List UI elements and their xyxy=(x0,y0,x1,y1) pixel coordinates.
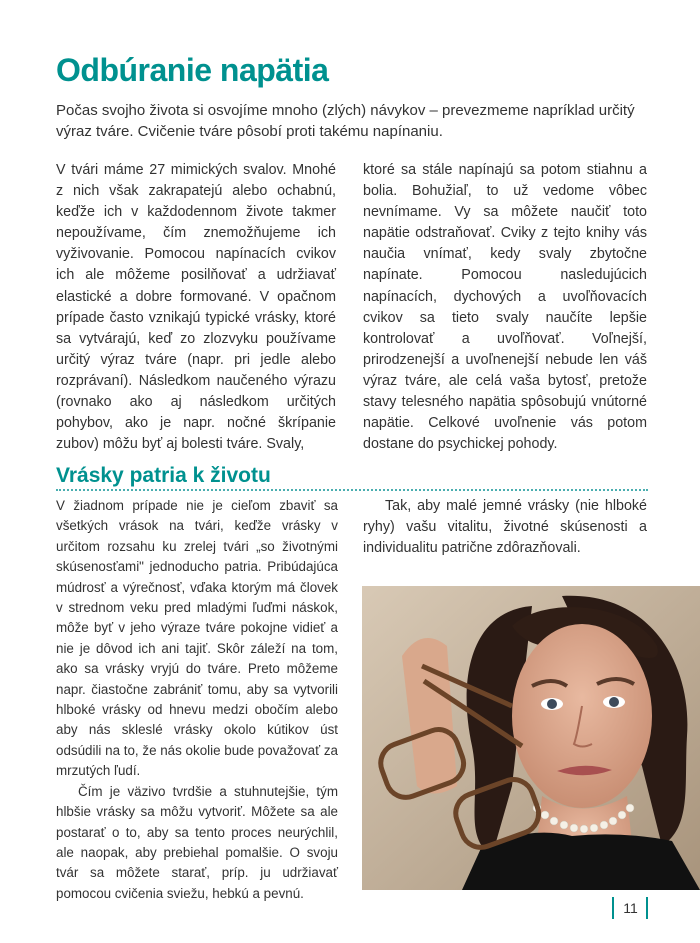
page-number-block xyxy=(612,897,652,919)
page-number-bar-left xyxy=(612,897,614,919)
section-heading: Vrásky patria k životu xyxy=(56,464,271,487)
section2-column-2 xyxy=(363,496,647,559)
section2-paragraph-3: Tak, aby malé jemné vrásky (nie hlboké ryhy) vašu vitalitu, životné skúsenosti a individualitu patrične zdôrazňovali. xyxy=(363,498,647,556)
body-column-2: ktoré sa stále napínajú sa potom stiahnu a bolia. Bohužiaľ, to už vedome vôbec nevnímame. Vy sa môžete naučiť toto napätie odstraňovať. Cviky z tejto knihy vás naučia vnímať, kedy svaly zbytočne napínate. Pomocou nasledujúcich napínacích, dychových a uvoľňovacích cvikov sa tieto svaly naučíte lepšie kontrolovať a uvoľňovať. Voľnejší, prirodzenejší a uvoľnenejší nebude len váš výraz tváre, ale celá vaša bytosť, pretože stavy telesného napätia spôsobujú vnútorné napätie. Celkové uvoľnenie vás potom dostane do psychickej pohody. xyxy=(363,162,647,453)
body-column-1: V tvári máme 27 mimických svalov. Mnohé z nich však zakrapatejú alebo ochabnú, keďže ich v každodennom živote takmer nepoužívame, čím znemožňujeme ich vyživovanie. Pomocou napínacích cvikov ich ale môžeme posilňovať a udržiavať elastické a dobre formované. V opačnom prípade často vznikajú typické vrásky, ktoré sa vytvárajú, keď zo zlozvyku používame určitý výraz tváre (napr. pri jedle alebo rozprávaní). Následkom naučeného výrazu (rovnako ako aj následkom určitých pohybov, ako je napr. nočné škrípanie zubov) môžu byť aj bolesti tváre. Svaly, xyxy=(56,162,336,453)
woman-with-glasses-photo xyxy=(362,586,700,890)
page-title: Odbúranie napätia xyxy=(56,52,329,88)
section2-column-1 xyxy=(56,496,338,904)
section2-paragraph-2: Čím je väzivo tvrdšie a stuhnutejšie, tým hlbšie vrásky sa môžu vytvoriť. Môžete sa ale postarať o to, aby sa tento proces neurýchlil, ale naopak, aby prebiehal pomalšie. O svoju tvár sa môžete starať, príp. ju udržiavať pomocou cvičenia sviežu, hebkú a pevnú. xyxy=(56,783,338,901)
photo-illustration xyxy=(362,586,700,890)
section2-paragraph-1: V žiadnom prípade nie je cieľom zbaviť sa všetkých vrások na tvári, keďže vrásky v určitom rozsahu ku zrelej tvári „so životnými skúsenosťami" jednoducho patria. Pribúdajúca múdrosť a výrečnosť, vďaka ktorým má človek v strednom veku pred mladými ľuďmi náskok, môže byť v jeho výraze tváre pokojne vidieť a nie je dôvod ich ani tajiť. Skôr záleží na tom, ako sa vrásky vryjú do tváre. Preto môžeme napr. čiastočne zabrániť tomu, aby sa vytvorili hlboké vrásky od hnevu medzi obočím alebo aby nás skleslé vrásky okolo kútikov úst odsúdili na to, že nás okolie bude považovať za mrzutých ľudí. xyxy=(56,498,338,779)
page-number-bar-right xyxy=(646,897,648,919)
dotted-divider xyxy=(56,489,648,491)
page-number: 11 xyxy=(623,900,638,916)
intro-paragraph: Počas svojho života si osvojíme mnoho (zlých) návykov – prevezmeme napríklad určitý výraz tváre. Cvičenie tváre pôsobí proti takému napínaniu. xyxy=(56,102,635,140)
